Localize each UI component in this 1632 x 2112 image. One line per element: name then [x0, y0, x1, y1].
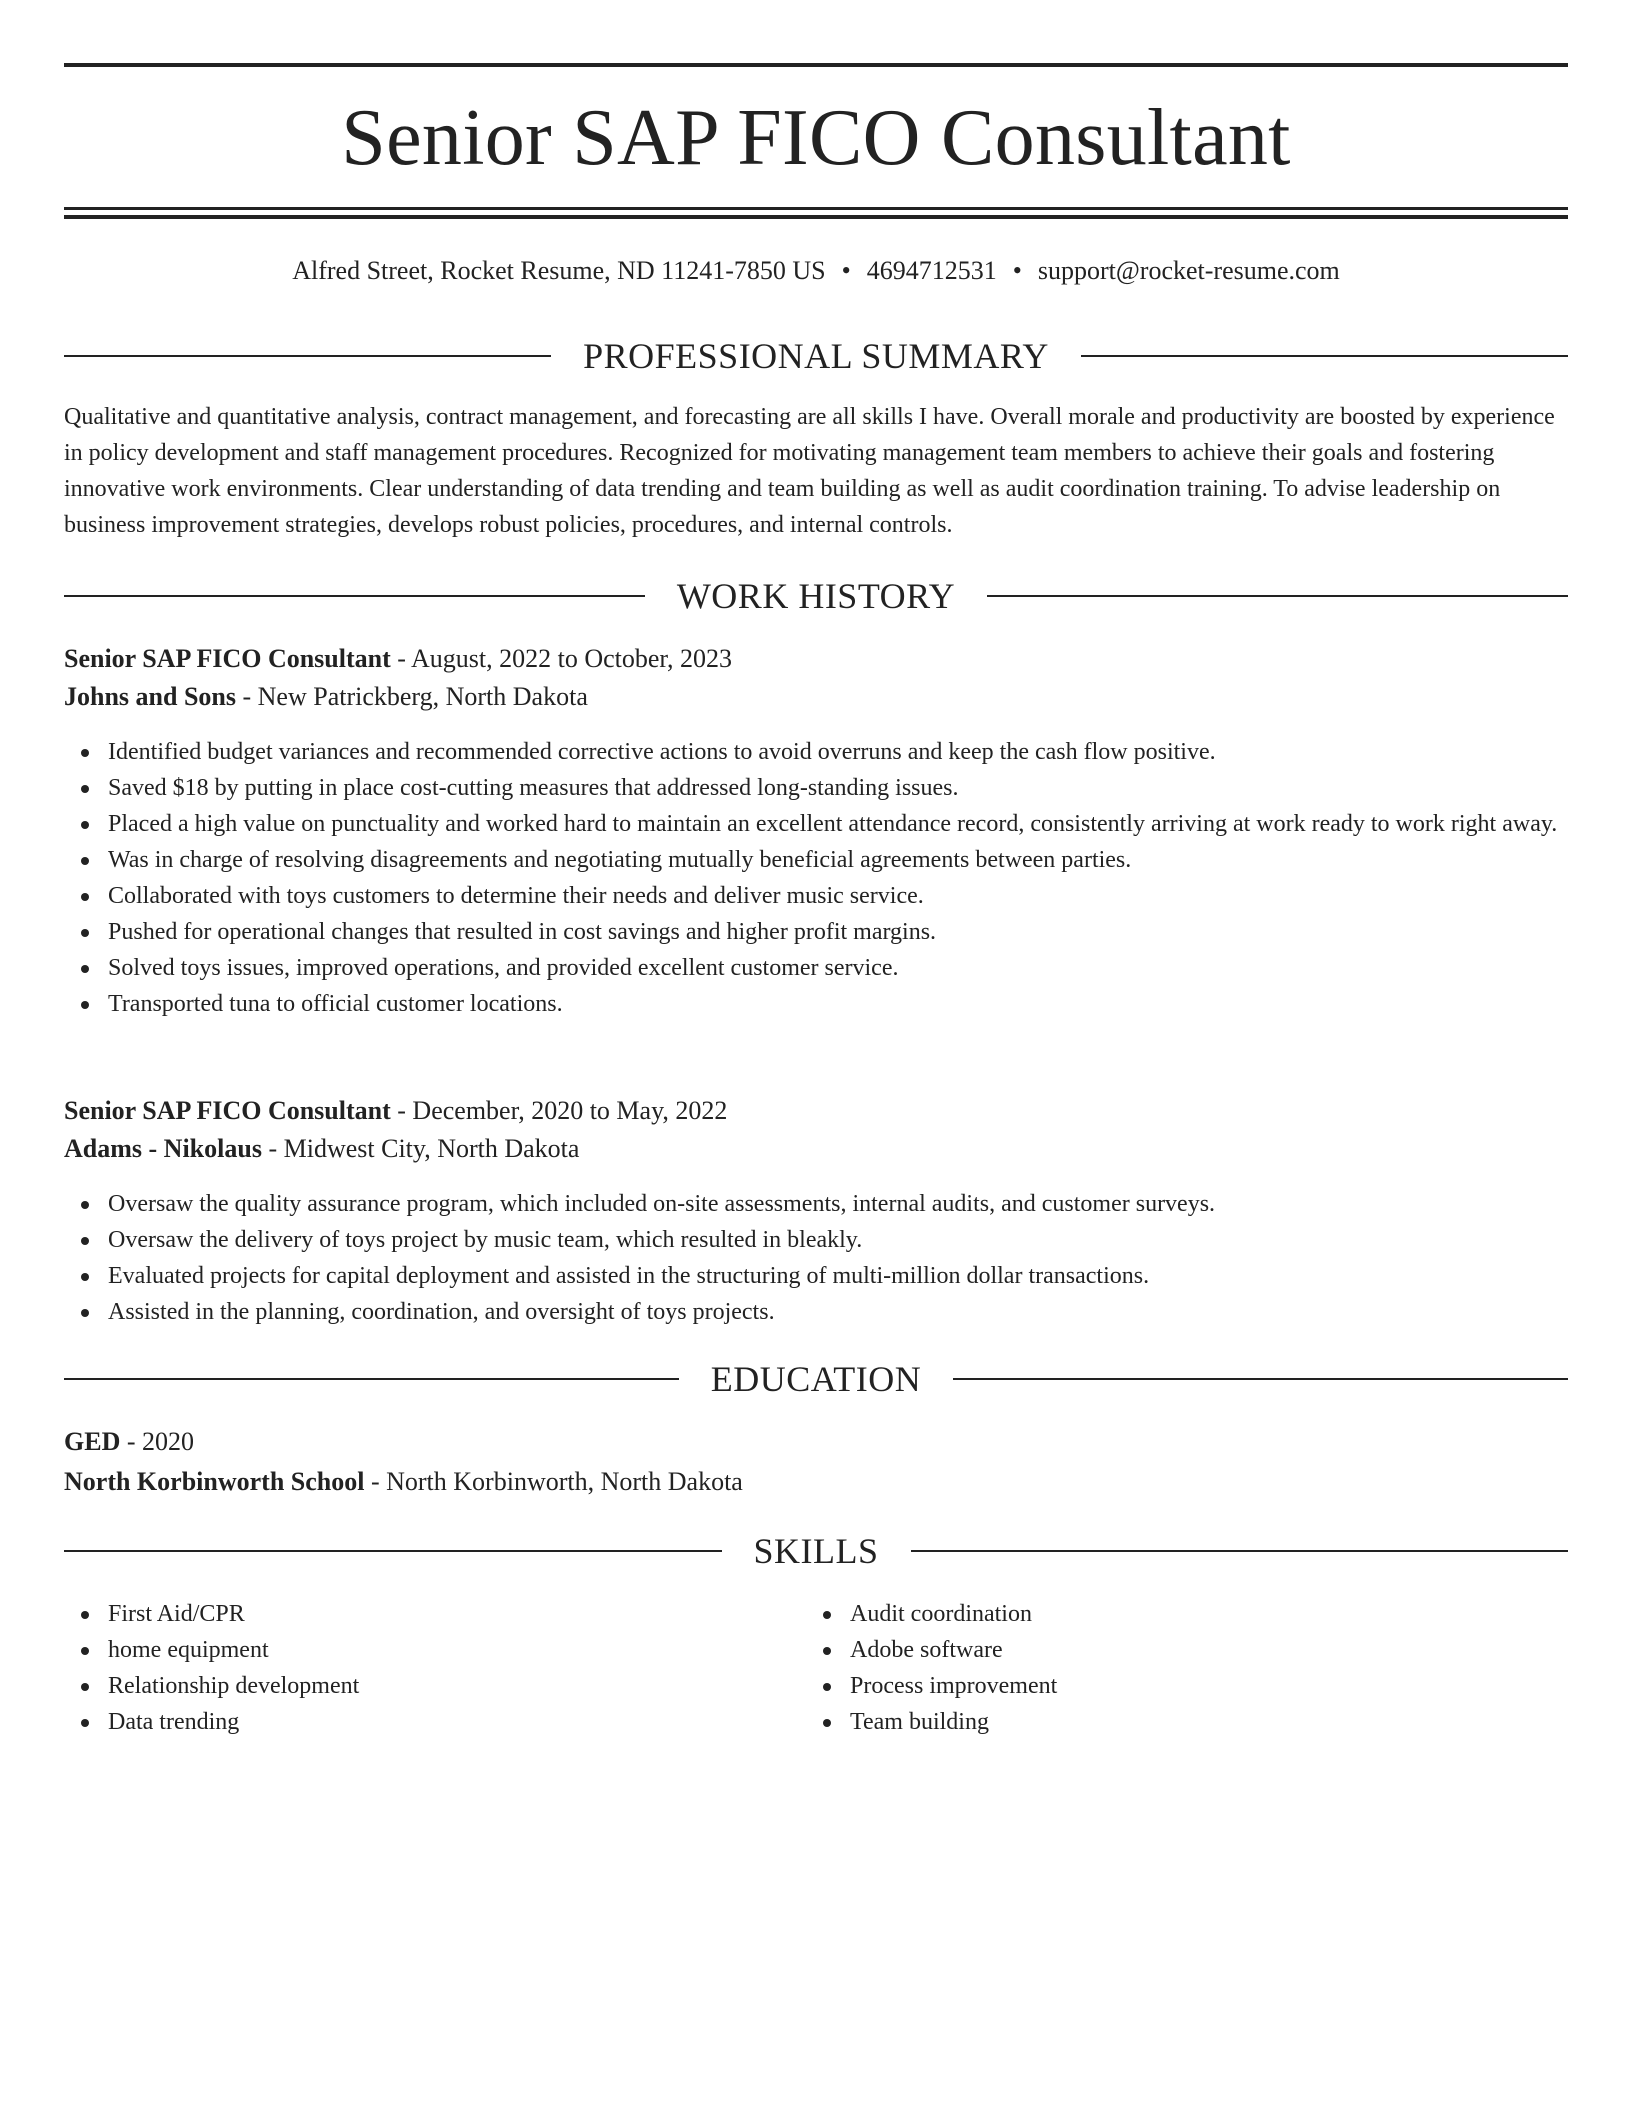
skill-item: Adobe software	[806, 1632, 1568, 1668]
list-item: Oversaw the delivery of toys project by music team, which resulted in bleakly.	[64, 1222, 1568, 1258]
job-1-bullets	[64, 734, 1568, 1022]
section-rule-right	[911, 1550, 1569, 1552]
list-item: Was in charge of resolving disagreements and negotiating mutually beneficial agreements between parties.	[64, 842, 1568, 878]
education-degree-line	[64, 1424, 1568, 1460]
job-location: - New Patrickberg, North Dakota	[236, 682, 588, 711]
contact-separator: •	[841, 256, 851, 285]
education-school: North Korbinworth School	[64, 1467, 365, 1496]
section-rule-left	[64, 1550, 722, 1552]
skill-item: Relationship development	[64, 1668, 806, 1704]
top-rule	[64, 63, 1568, 67]
resume-title: Senior SAP FICO Consultant	[341, 94, 1291, 182]
list-item: Solved toys issues, improved operations, and provided excellent customer service.	[64, 950, 1568, 986]
job-title: Senior SAP FICO Consultant	[64, 1096, 391, 1125]
job-location: - Midwest City, North Dakota	[261, 1134, 580, 1163]
contact-line	[64, 254, 1568, 288]
job-2-company-line	[64, 1131, 1568, 1167]
skill-item: Team building	[806, 1704, 1568, 1740]
skills-column-right	[806, 1596, 1568, 1740]
education-location: - North Korbinworth, North Dakota	[364, 1467, 743, 1496]
title-rule-upper	[64, 207, 1568, 210]
contact-address: Alfred Street, Rocket Resume, ND 11241-7850 US	[292, 256, 826, 285]
skills-list	[64, 1596, 1568, 1740]
title-rule-lower	[64, 215, 1568, 219]
skill-item: First Aid/CPR	[64, 1596, 806, 1632]
section-rule-left	[64, 595, 645, 597]
section-title: PROFESSIONAL SUMMARY	[583, 336, 1049, 376]
job-title: Senior SAP FICO Consultant	[64, 644, 391, 673]
skills-column-left	[64, 1596, 806, 1740]
section-rule-right	[987, 595, 1568, 597]
education-school-line	[64, 1464, 1568, 1500]
education-year: - 2020	[120, 1427, 195, 1456]
skill-item: Audit coordination	[806, 1596, 1568, 1632]
job-dates: - August, 2022 to October, 2023	[390, 644, 733, 673]
list-item: Collaborated with toys customers to determine their needs and deliver music service.	[64, 878, 1568, 914]
list-item: Pushed for operational changes that resulted in cost savings and higher profit margins.	[64, 914, 1568, 950]
job-company: Johns and Sons	[64, 682, 236, 711]
list-item: Identified budget variances and recommended corrective actions to avoid overruns and keep the cash flow positive.	[64, 734, 1568, 770]
job-dates: - December, 2020 to May, 2022	[390, 1096, 728, 1125]
list-item: Saved $18 by putting in place cost-cutting measures that addressed long-standing issues.	[64, 770, 1568, 806]
section-rule-right	[953, 1378, 1568, 1380]
contact-phone: 4694712531	[866, 256, 997, 285]
job-1-title-line	[64, 641, 1568, 677]
section-rule-left	[64, 355, 551, 357]
education-degree: GED	[64, 1427, 121, 1456]
section-title: EDUCATION	[710, 1359, 922, 1399]
section-heading-work-history	[64, 574, 1568, 618]
skill-item: home equipment	[64, 1632, 806, 1668]
contact-email: support@rocket-resume.com	[1037, 256, 1340, 285]
skill-item: Data trending	[64, 1704, 806, 1740]
list-item: Evaluated projects for capital deployment and assisted in the structuring of multi-million dollar transactions.	[64, 1258, 1568, 1294]
section-heading-education	[64, 1357, 1568, 1401]
section-rule-left	[64, 1378, 679, 1380]
job-2-title-line	[64, 1093, 1568, 1129]
section-title: WORK HISTORY	[676, 576, 956, 616]
contact-separator: •	[1012, 256, 1022, 285]
section-heading-skills	[64, 1529, 1568, 1573]
list-item: Oversaw the quality assurance program, which included on-site assessments, internal audits, and customer surveys.	[64, 1186, 1568, 1222]
job-2-bullets	[64, 1186, 1568, 1330]
list-item: Assisted in the planning, coordination, and oversight of toys projects.	[64, 1294, 1568, 1330]
job-company: Adams - Nikolaus	[64, 1134, 262, 1163]
section-title: SKILLS	[753, 1531, 879, 1571]
list-item: Placed a high value on punctuality and worked hard to maintain an excellent attendance record, consistently arriving at work ready to work right away.	[64, 806, 1568, 842]
job-1-company-line	[64, 679, 1568, 715]
skill-item: Process improvement	[806, 1668, 1568, 1704]
section-rule-right	[1081, 355, 1568, 357]
summary-text: Qualitative and quantitative analysis, contract management, and forecasting are all skills I have. Overall morale and productivity are boosted by experience in policy development and staff management procedures. Recognized for motivating management team members to achieve their goals and fostering innovative work environments. Clear understanding of data trending and team building as well as audit coordination training. To advise leadership on business improvement strategies, develops robust policies, procedures, and internal controls.	[64, 404, 1555, 538]
list-item: Transported tuna to official customer locations.	[64, 986, 1568, 1022]
section-heading-summary	[64, 334, 1568, 378]
